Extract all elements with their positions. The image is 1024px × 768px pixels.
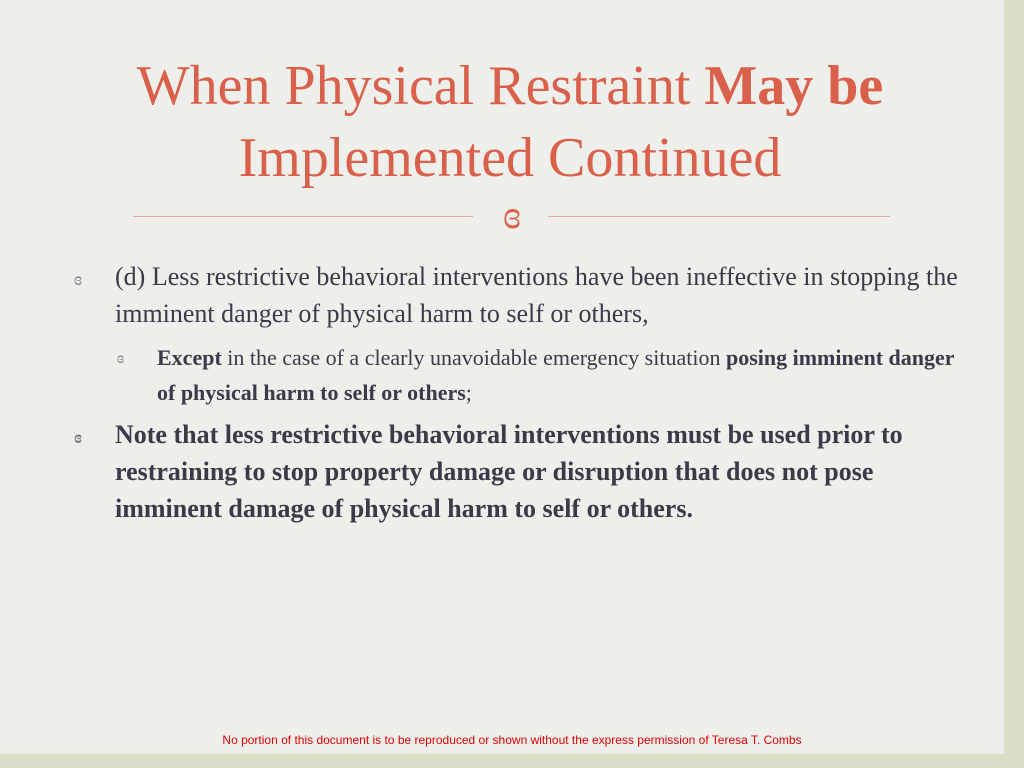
divider-right [548, 216, 890, 217]
ornament-icon: ɞ [503, 192, 521, 237]
bullet-icon: ɞ [74, 269, 82, 289]
divider-left [133, 216, 473, 217]
sub-bullet-icon: ɞ [117, 350, 125, 367]
bullet-item [70, 258, 970, 332]
slide-body [70, 258, 970, 535]
bullet-icon: ɞ [74, 427, 83, 447]
sub-bullet-end: ; [465, 380, 472, 405]
sub-bullet-bold-end: posing imminent danger of physical harm to self or others [157, 345, 955, 405]
slide-title [40, 50, 980, 194]
bullet-item-text: (d) Less restrictive behavioral interventions have been ineffective in stopping the imminent danger of physical harm to self or others, [115, 262, 958, 328]
title-line2: Implemented Continued [238, 127, 782, 189]
title-line1-bold: May be [704, 55, 884, 117]
sub-bullet-middle: in the case of a clearly unavoidable emergency situation [221, 345, 726, 370]
sub-bullet-item [70, 340, 970, 410]
sub-bullet-bold-start: Except [157, 345, 222, 370]
bullet-item-note [70, 416, 970, 527]
bullet-item-note-text: Note that less restrictive behavioral interventions must be used prior to restraining to stop property damage or disruption that does not pose imminent damage of physical harm to self or others. [115, 420, 903, 523]
footer-notice: No portion of this document is to be reproduced or shown without the express permission of Teresa T. Combs [222, 733, 802, 747]
title-line1-normal: When Physical Restraint [136, 55, 705, 117]
